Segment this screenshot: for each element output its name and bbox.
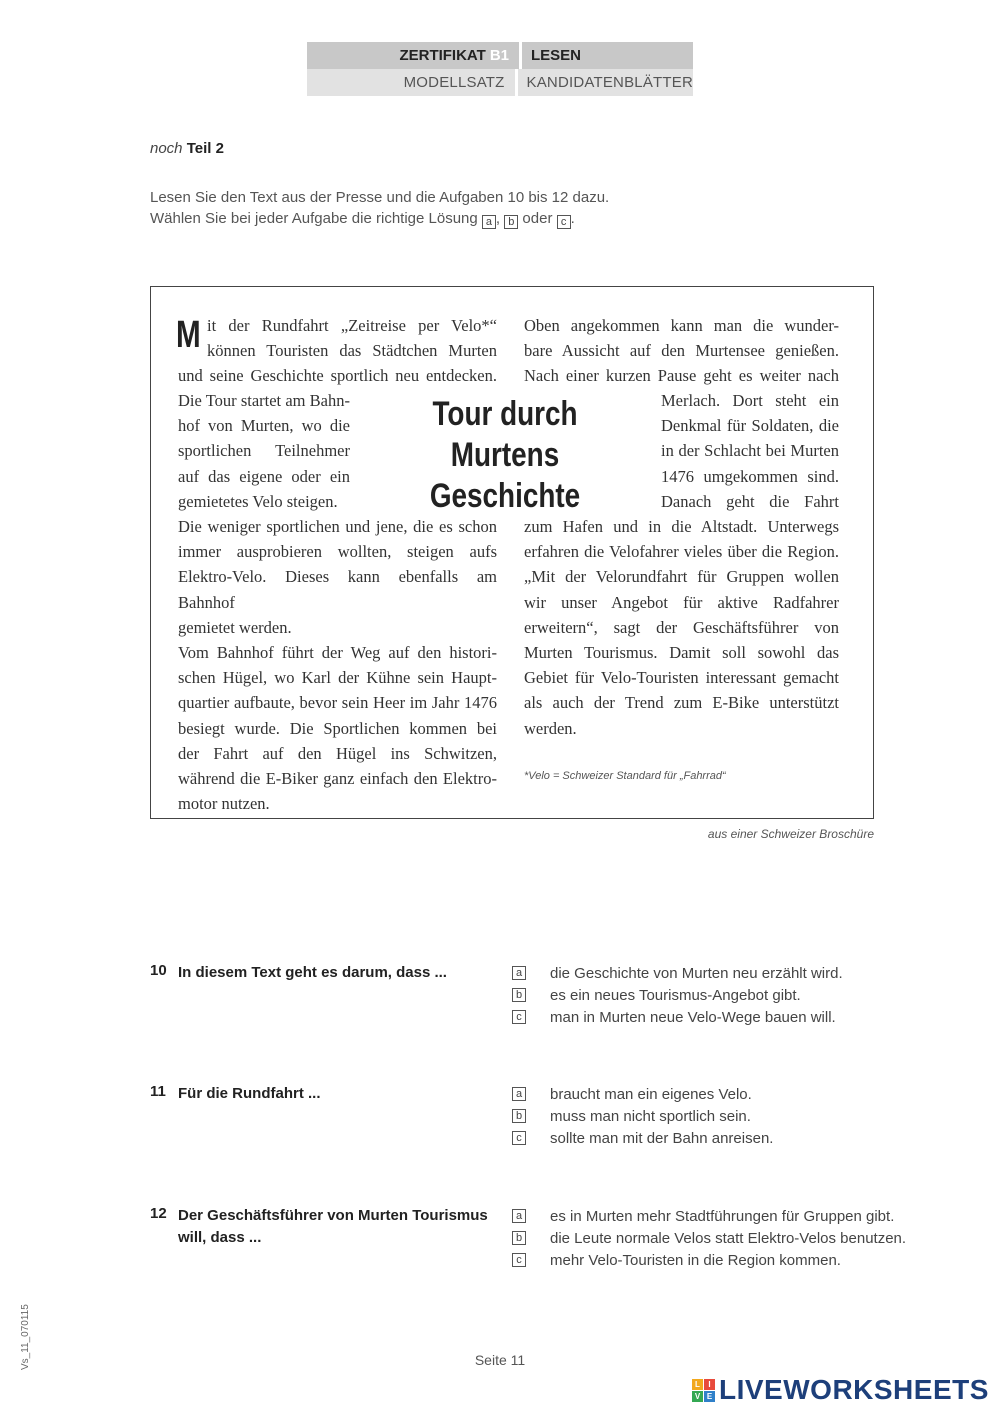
article-line: erfahren die Velofahrer vieles über die Region. xyxy=(524,542,839,562)
article-line: während die E-Biker ganz einfach den Elektro- xyxy=(178,769,497,789)
checkbox-a[interactable]: a xyxy=(512,1209,526,1223)
part-prefix: noch xyxy=(150,140,183,157)
question-number: 10 xyxy=(150,962,167,979)
instructions-line-2 xyxy=(150,208,609,229)
article-line: quartier aufbaute, bevor sein Heer im Jahr 1476 xyxy=(178,693,497,713)
option-box-a: a xyxy=(482,215,496,229)
article-line: besiegt wurde. Die Sportlichen kommen bei xyxy=(178,718,497,738)
instructions xyxy=(150,187,609,229)
logo-block: I xyxy=(704,1379,715,1390)
instructions-line-1: Lesen Sie den Text aus der Presse und die Aufgaben 10 bis 12 dazu. xyxy=(150,189,610,206)
question-number: 12 xyxy=(150,1205,167,1222)
instructions-period: . xyxy=(570,210,575,227)
article-left-column-body xyxy=(178,363,497,388)
article-line: bare Aussicht auf den Murtensee genießen. xyxy=(524,341,839,361)
answer-option-a[interactable] xyxy=(512,1083,773,1105)
side-code: Vs_11_070115 xyxy=(20,1304,31,1370)
checkbox-a[interactable]: a xyxy=(512,1087,526,1101)
header-exam-cell xyxy=(307,42,519,69)
exam-name: ZERTIFIKAT xyxy=(399,47,486,64)
article-line: gemietetes Velo steigen. xyxy=(178,491,338,511)
article-line: zum Hafen und in die Altstadt. Unterwegs xyxy=(524,517,839,536)
header-sheets-cell xyxy=(515,69,693,96)
question-number: 11 xyxy=(150,1083,166,1100)
answer-option-c[interactable] xyxy=(512,1249,906,1271)
article-line: erweitern“, sagt der Geschäftsführer von xyxy=(524,617,839,637)
instructions-comma: , xyxy=(495,210,501,227)
article-line: Elektro-Velo. Dieses kann ebenfalls am Bahnhof xyxy=(178,567,497,612)
part-title: Teil 2 xyxy=(186,140,224,157)
article-line: in der Schlacht bei Murten xyxy=(661,441,839,461)
article-right-column-wrap xyxy=(661,388,839,514)
checkbox-a[interactable]: a xyxy=(512,966,526,980)
header-row-top xyxy=(307,42,693,69)
answer-option-b[interactable] xyxy=(512,984,843,1006)
part-label xyxy=(150,140,224,157)
article-line: „Mit der Velorundfahrt für Gruppen wollen xyxy=(524,567,839,587)
answer-option-b[interactable] xyxy=(512,1105,773,1127)
article-right-column-lower xyxy=(524,514,839,741)
article-line: motor nutzen. xyxy=(178,794,270,814)
logo-block: V xyxy=(692,1391,703,1402)
question-text: Für die Rundfahrt ... xyxy=(178,1085,321,1102)
checkbox-c[interactable]: c xyxy=(512,1253,526,1267)
answer-options xyxy=(512,962,843,1028)
header-section-cell xyxy=(519,42,693,69)
header-set-cell xyxy=(307,69,515,96)
checkbox-c[interactable]: c xyxy=(512,1010,526,1024)
article-line: immer ausprobieren wollten, steigen aufs xyxy=(178,542,497,562)
checkbox-b[interactable]: b xyxy=(512,1231,526,1245)
article-line: als auch der Trend zum E-Bike unterstützt xyxy=(524,693,839,713)
answer-option-a[interactable] xyxy=(512,962,843,984)
article-line: Danach geht die Fahrt xyxy=(661,491,839,511)
question-text: Der Geschäftsführer von Murten Tourismus will, dass ... xyxy=(178,1207,488,1246)
checkbox-c[interactable]: c xyxy=(512,1131,526,1145)
answer-text: die Geschichte von Murten neu erzählt wird. xyxy=(550,964,843,982)
answer-text: es ein neues Tourismus-Angebot gibt. xyxy=(550,986,801,1004)
page-number: Seite 11 xyxy=(474,1352,526,1368)
article-line: der Fahrt auf den Hügel ins Schwitzen, xyxy=(178,743,497,763)
answer-option-c[interactable] xyxy=(512,1127,773,1149)
article-line: 1476 umgekommen sind. xyxy=(661,466,839,486)
article-line: werden. xyxy=(524,718,577,738)
liveworksheets-logo xyxy=(692,1374,989,1406)
instructions-text: Wählen Sie bei jeder Aufgabe die richtige Lösung xyxy=(150,210,478,227)
article-line: wir unser Angebot für aktive Radfahrer xyxy=(524,592,839,612)
header-row-bottom xyxy=(307,69,693,96)
article-line: Denkmal für Soldaten, die xyxy=(661,416,839,436)
article-line: it der Rundfahrt „Zeitreise per Velo*“ xyxy=(207,316,497,335)
option-box-c: c xyxy=(557,215,571,229)
logo-block: E xyxy=(704,1391,715,1402)
article-footnote: *Velo = Schweizer Standard für „Fahrrad“ xyxy=(524,770,726,782)
article-line: Die Tour startet am Bahn- xyxy=(178,391,350,410)
logo-block: L xyxy=(692,1379,703,1390)
answer-text: mehr Velo-Touristen in die Region kommen. xyxy=(550,1251,841,1269)
answer-options xyxy=(512,1083,773,1149)
answer-text: es in Murten mehr Stadtführungen für Gruppen gibt. xyxy=(550,1207,895,1225)
article-line: Merlach. Dort steht ein xyxy=(661,391,839,410)
checkbox-b[interactable]: b xyxy=(512,988,526,1002)
article-line: schen Hügel, wo Karl der Kühne sein Haupt- xyxy=(178,668,497,688)
article-line: auf das eigene oder ein xyxy=(178,466,350,486)
headline-line-2: Murtens Geschichte xyxy=(429,436,581,515)
answer-text: muss man nicht sportlich sein. xyxy=(550,1107,751,1125)
answer-options xyxy=(512,1205,906,1271)
article-left-column xyxy=(207,313,497,363)
article-source: aus einer Schweizer Broschüre xyxy=(707,827,874,841)
article-line: gemietet werden. xyxy=(178,617,292,637)
exam-level: B1 xyxy=(489,47,509,64)
article-line: Nach einer kurzen Pause geht es weiter nach xyxy=(524,366,839,386)
answer-text: man in Murten neue Velo-Wege bauen will. xyxy=(550,1008,836,1026)
article-left-column-lower xyxy=(178,514,497,816)
answer-option-c[interactable] xyxy=(512,1006,843,1028)
article-line: Die weniger sportlichen und jene, die es schon xyxy=(178,517,497,536)
article-left-column-wrap xyxy=(178,388,350,514)
answer-option-a[interactable] xyxy=(512,1205,906,1227)
article-line: können Touristen das Städtchen Murten xyxy=(207,341,497,361)
article-headline xyxy=(386,394,624,517)
article-line: Oben angekommen kann man die wunder- xyxy=(524,316,839,335)
checkbox-b[interactable]: b xyxy=(512,1109,526,1123)
instructions-oder: oder xyxy=(522,210,553,227)
section-name: LESEN xyxy=(531,47,582,64)
model-set: MODELLSATZ xyxy=(403,74,505,91)
brand-name: LIVEWORKSHEETS xyxy=(719,1374,989,1405)
article-line: sportlichen Teilnehmer xyxy=(178,441,350,461)
logo-blocks-icon xyxy=(692,1379,715,1402)
answer-text: sollte man mit der Bahn anreisen. xyxy=(550,1129,774,1147)
drop-cap: M xyxy=(176,314,201,356)
headline-line-1: Tour durch xyxy=(432,395,578,433)
article-line: Gebiet für Velo-Touristen interessant gemacht xyxy=(524,668,839,688)
article-line: und seine Geschichte sportlich neu entdecken. xyxy=(178,366,497,385)
question-text: In diesem Text geht es darum, dass ... xyxy=(178,964,447,981)
article-line: Murten Tourismus. Damit soll sowohl das xyxy=(524,643,839,663)
option-box-b: b xyxy=(504,215,518,229)
exam-header xyxy=(307,42,693,96)
candidate-sheets: KANDIDATENBLÄTTER xyxy=(526,74,693,91)
article-right-column xyxy=(524,313,839,389)
answer-option-b[interactable] xyxy=(512,1227,906,1249)
answer-text: die Leute normale Velos statt Elektro-Velos benutzen. xyxy=(550,1229,907,1247)
answer-text: braucht man ein eigenes Velo. xyxy=(550,1085,752,1103)
article-line: Vom Bahnhof führt der Weg auf den histori- xyxy=(178,643,497,663)
article-line: hof von Murten, wo die xyxy=(178,416,350,436)
